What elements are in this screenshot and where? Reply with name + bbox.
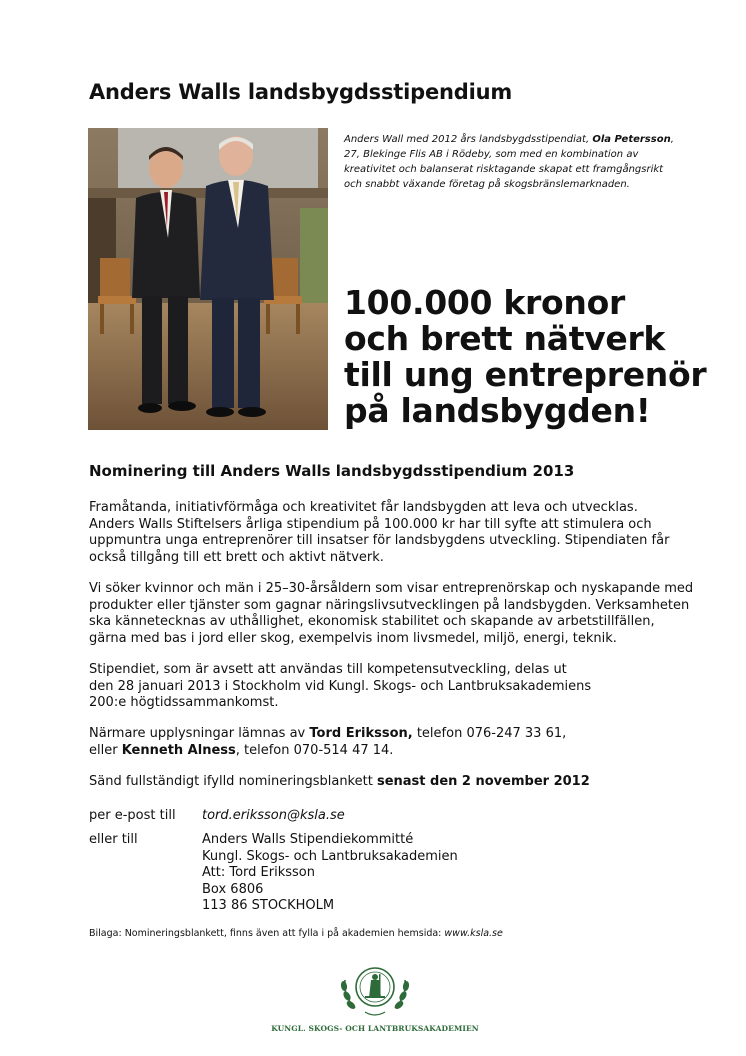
contact-text: Närmare upplysningar lämnas av bbox=[89, 726, 310, 741]
deadline-date: senast den 2 november 2012 bbox=[376, 774, 590, 789]
address-line: 113 86 STOCKHOLM bbox=[202, 898, 335, 913]
page-title: Anders Walls landsbygdsstipendium bbox=[89, 80, 512, 104]
paragraph-line: uppmuntra unga entreprenörer till insatser för landsbygdens utveckling. Stipendiaten får bbox=[89, 533, 670, 548]
contact-text: eller bbox=[89, 742, 122, 758]
photo-caption bbox=[344, 132, 674, 192]
contact-line-2 bbox=[89, 743, 689, 760]
caption-text-cont: , 27, Blekinge Flis AB i Rödeby, som med en kombination av kreativitet och balanserat risktagande skapat ett framgångsrikt och snabbt växande företag på skogsbränslemarknaden. bbox=[344, 134, 674, 190]
headline-line: 100.000 kronor bbox=[344, 283, 625, 322]
contact-name: Kenneth Alness bbox=[121, 742, 236, 758]
contact-phone: , telefon 070-514 47 14. bbox=[235, 742, 394, 758]
contact-line-1 bbox=[89, 726, 689, 743]
paragraph-ceremony bbox=[89, 662, 689, 712]
address-line: Kungl. Skogs- och Lantbruksakademien bbox=[202, 848, 458, 864]
paragraph-line: Framåtanda, initiativförmåga och kreativitet får landsbygden att leva och utvecklas. bbox=[89, 500, 638, 515]
headline-line: och brett nätverk bbox=[344, 319, 666, 358]
section-subtitle: Nominering till Anders Walls landsbygdsstipendium 2013 bbox=[89, 462, 575, 480]
ksla-logo-text: KUNGL. SKOGS- OCH LANTBRUKSAKADEMIEN bbox=[271, 1024, 479, 1033]
award-photo bbox=[88, 128, 328, 430]
contact-name: Tord Eriksson, bbox=[309, 726, 413, 741]
paragraph-deadline bbox=[89, 774, 689, 791]
address-line: Box 6806 bbox=[202, 881, 264, 897]
caption-text: Anders Wall med 2012 års landsbygdsstipendiat, bbox=[344, 134, 593, 145]
paragraph-line: också tillgång till ett brett och aktivt nätverk. bbox=[89, 549, 384, 565]
photo-illustration bbox=[88, 128, 328, 430]
paragraph-line: Vi söker kvinnor och män i 25–30-årsåldern som visar entreprenörskap och nyskapande med bbox=[89, 581, 694, 596]
address-line: Att: Tord Eriksson bbox=[202, 865, 315, 880]
footnote-text: Bilaga: Nomineringsblankett, finns även att fylla i på akademien hemsida: bbox=[89, 928, 445, 939]
contact-phone: telefon 076-247 33 61, bbox=[412, 726, 567, 741]
paragraph-intro bbox=[89, 500, 689, 566]
ksla-seal-icon bbox=[335, 960, 415, 1022]
address-line: Anders Walls Stipendiekommitté bbox=[202, 832, 414, 847]
headline bbox=[344, 285, 706, 429]
headline-line: till ung entreprenör bbox=[344, 355, 707, 394]
mail-address bbox=[202, 832, 458, 915]
paragraph-line: 200:e högtidssammankomst. bbox=[89, 695, 279, 710]
mail-label: eller till bbox=[89, 832, 138, 847]
deadline-text: Sänd fullständigt ifylld nomineringsblankett bbox=[89, 774, 377, 789]
headline-line: på landsbygden! bbox=[344, 391, 651, 430]
paragraph-line: produkter eller tjänster som gagnar näringslivsutvecklingen på landsbygden. Verksamheten bbox=[89, 597, 690, 613]
email-link[interactable]: tord.eriksson@ksla.se bbox=[202, 808, 345, 823]
paragraph-line: gärna med bas i jord eller skog, exempelvis inom livsmedel, miljö, energi, teknik. bbox=[89, 630, 617, 646]
caption-name: Ola Petersson bbox=[592, 134, 671, 145]
paragraph-criteria bbox=[89, 581, 694, 647]
paragraph-line: ska kännetecknas av uthållighet, ekonomisk stabilitet och skapande av arbetstillfällen, bbox=[89, 614, 655, 629]
deadline-line bbox=[89, 774, 689, 791]
paragraph-contact bbox=[89, 726, 689, 759]
paragraph-line: Anders Walls Stiftelsers årliga stipendium på 100.000 kr har till syfte att stimulera och bbox=[89, 516, 652, 532]
website-link[interactable]: www.ksla.se bbox=[444, 928, 503, 939]
paragraph-line: Stipendiet, som är avsett att användas till kompetensutveckling, delas ut bbox=[89, 662, 567, 677]
attachment-note bbox=[89, 928, 503, 939]
paragraph-line: den 28 januari 2013 i Stockholm vid Kungl. Skogs- och Lantbruksakademiens bbox=[89, 678, 592, 694]
email-label: per e-post till bbox=[89, 808, 176, 823]
